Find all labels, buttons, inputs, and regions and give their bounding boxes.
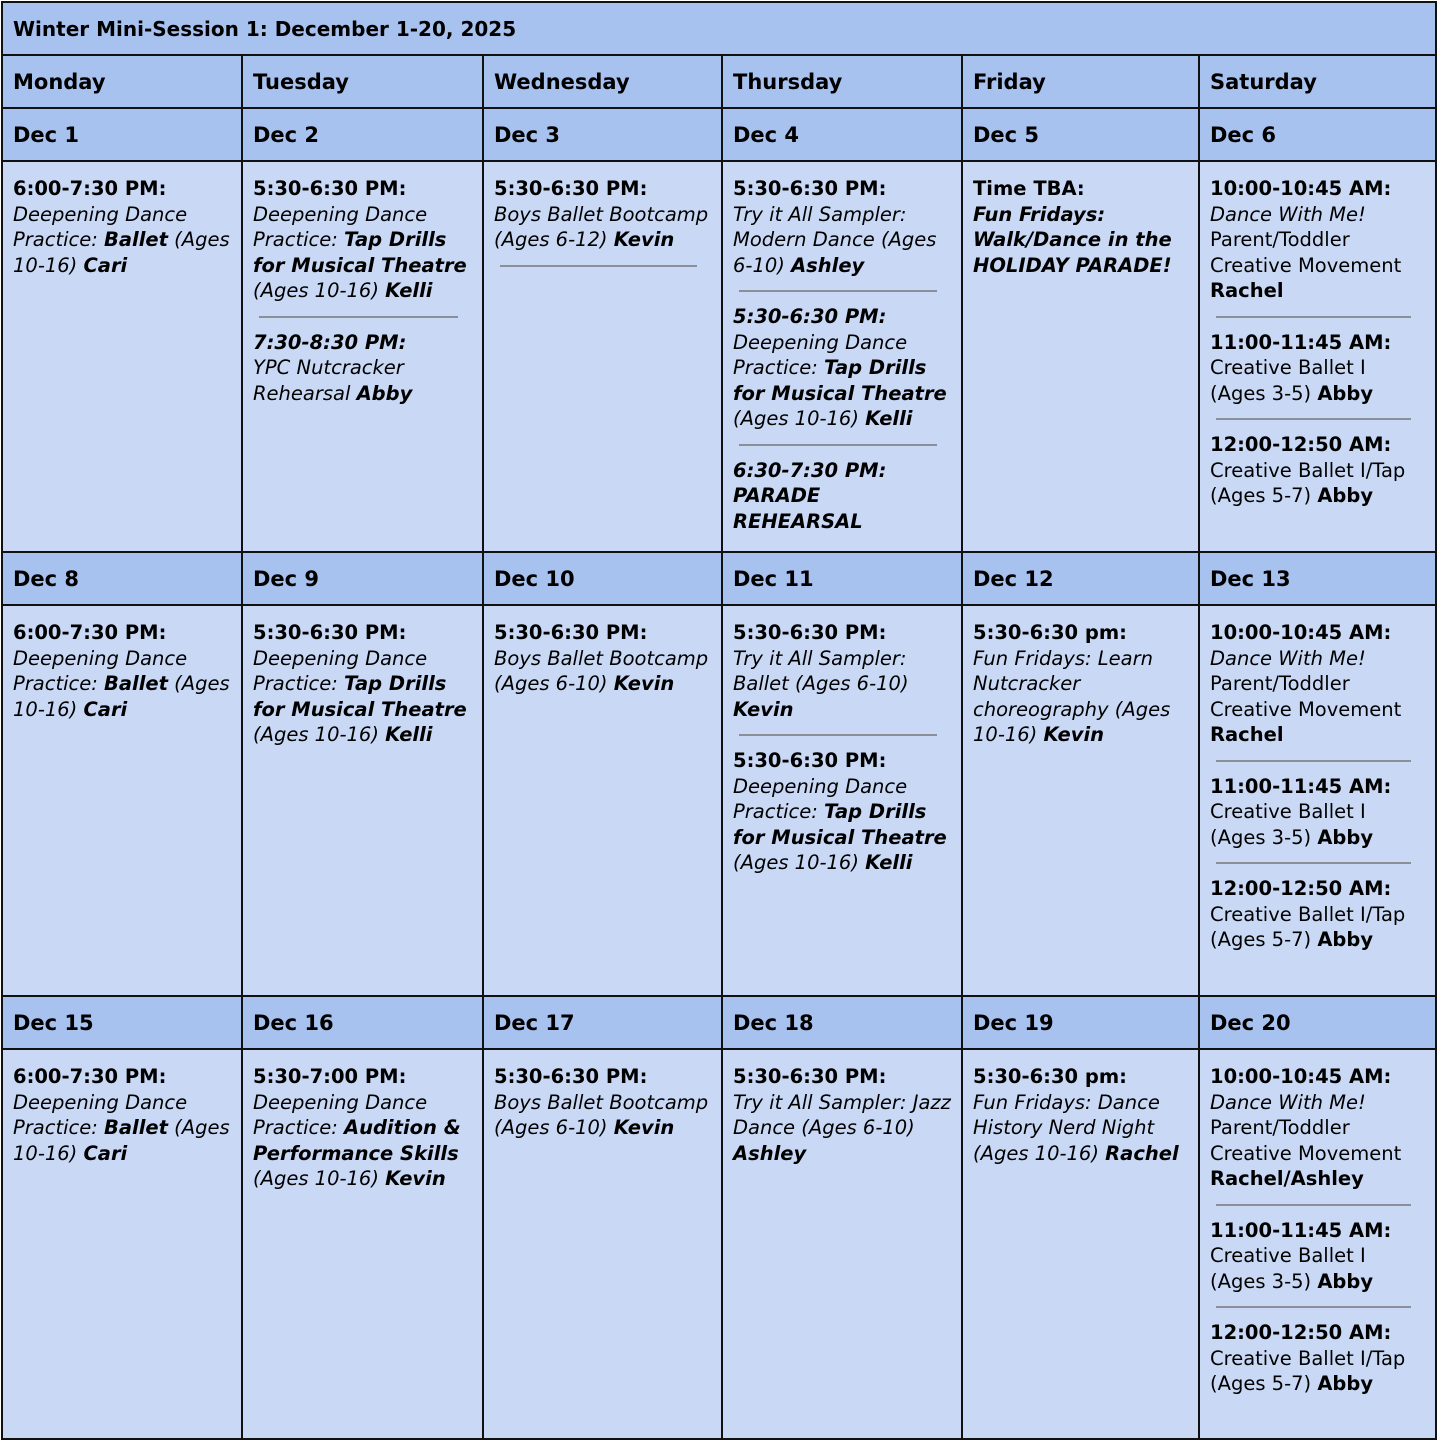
class-entry bbox=[1210, 176, 1425, 314]
weekday-header: Friday bbox=[962, 55, 1199, 108]
class-description bbox=[253, 203, 467, 303]
class-divider bbox=[500, 265, 697, 267]
class-highlight: Kelli bbox=[865, 851, 913, 874]
date-label: Dec 3 bbox=[483, 108, 722, 161]
class-entry bbox=[733, 748, 951, 886]
weekday-header: Wednesday bbox=[483, 55, 722, 108]
class-highlight: Rachel bbox=[1210, 723, 1284, 746]
class-text: Deepening Dance Practice: bbox=[253, 202, 428, 251]
day-cell bbox=[483, 161, 722, 552]
date-label: Dec 10 bbox=[483, 552, 722, 605]
class-text: Parent/Toddler Creative Movement bbox=[1210, 1116, 1402, 1165]
class-time: 5:30-6:30 PM: bbox=[494, 621, 648, 644]
class-text: Fun Fridays: Learn Nutcracker choreography (Ages 10-16) bbox=[973, 646, 1171, 746]
week-3-date-row bbox=[2, 996, 1436, 1049]
day-cell bbox=[1199, 605, 1436, 996]
day-cell bbox=[1199, 1049, 1436, 1439]
day-cell bbox=[242, 605, 483, 996]
day-cell bbox=[962, 605, 1199, 996]
class-highlight: Tap Drills for Musical Theatre bbox=[733, 800, 947, 849]
class-entry bbox=[1210, 1320, 1425, 1407]
week-2-classes-row bbox=[2, 605, 1436, 996]
class-highlight: Kevin bbox=[733, 697, 794, 721]
class-time: 5:30-6:30 PM: bbox=[733, 305, 887, 328]
class-description bbox=[733, 647, 909, 721]
class-divider bbox=[739, 290, 937, 292]
class-entry bbox=[733, 176, 951, 288]
class-text: Boys Ballet Bootcamp (Ages 6-12) bbox=[494, 202, 709, 251]
class-text: Try it All Sampler: Modern Dance (Ages 6-10) bbox=[733, 202, 937, 277]
class-description bbox=[494, 647, 708, 696]
day-cell bbox=[722, 161, 962, 552]
class-text: Dance With Me! bbox=[1210, 1090, 1366, 1114]
date-label: Dec 6 bbox=[1199, 108, 1436, 161]
class-text: Deepening Dance Practice: bbox=[733, 330, 908, 379]
class-description bbox=[253, 647, 467, 747]
class-entry bbox=[1210, 1064, 1425, 1202]
date-label: Dec 5 bbox=[962, 108, 1199, 161]
class-time: 11:00-11:45 AM: bbox=[1210, 1218, 1392, 1242]
class-time: 10:00-10:45 AM: bbox=[1210, 1065, 1392, 1088]
class-text: Deepening Dance Practice: bbox=[733, 774, 908, 823]
class-text: Creative Ballet I (Ages 3-5) bbox=[1210, 800, 1366, 849]
class-highlight: Abby bbox=[1317, 381, 1374, 405]
week-1-date-row bbox=[2, 108, 1436, 161]
class-time: 12:00-12:50 AM: bbox=[1210, 1321, 1392, 1344]
class-description bbox=[1210, 800, 1373, 849]
class-highlight: Tap Drills for Musical Theatre bbox=[253, 228, 467, 277]
day-cell bbox=[1199, 161, 1436, 552]
class-time: 5:30-6:30 PM: bbox=[733, 749, 887, 772]
class-entry bbox=[1210, 774, 1425, 861]
class-highlight: Cari bbox=[83, 1141, 128, 1165]
class-time: 5:30-6:30 PM: bbox=[494, 1065, 648, 1088]
class-entry bbox=[494, 176, 711, 263]
class-highlight: Ashley bbox=[733, 1141, 807, 1165]
class-highlight: Ballet bbox=[104, 1116, 168, 1139]
day-cell bbox=[962, 161, 1199, 552]
class-entry bbox=[1210, 1218, 1425, 1305]
class-time: 11:00-11:45 AM: bbox=[1210, 330, 1392, 354]
class-highlight: Abby bbox=[1317, 825, 1374, 849]
class-description bbox=[733, 484, 863, 533]
class-text: Try it All Sampler: Ballet (Ages 6-10) bbox=[733, 646, 909, 695]
class-entry bbox=[253, 1064, 472, 1202]
class-entry bbox=[1210, 330, 1425, 417]
class-entry bbox=[733, 304, 951, 442]
date-label: Dec 16 bbox=[242, 996, 483, 1049]
class-highlight: Kevin bbox=[1043, 723, 1105, 746]
week-3-classes-row bbox=[2, 1049, 1436, 1439]
class-text: Try it All Sampler: Jazz Dance (Ages 6-10) bbox=[733, 1090, 951, 1139]
class-highlight: Tap Drills for Musical Theatre bbox=[733, 356, 947, 405]
class-time: 10:00-10:45 AM: bbox=[1210, 177, 1392, 200]
class-text: Deepening Dance Practice: bbox=[13, 1090, 188, 1139]
class-highlight: Kelli bbox=[385, 279, 433, 302]
date-label: Dec 18 bbox=[722, 996, 962, 1049]
class-description bbox=[973, 203, 1172, 277]
date-label: Dec 13 bbox=[1199, 552, 1436, 605]
class-time: 5:30-6:30 PM: bbox=[733, 1065, 887, 1088]
class-text: Deepening Dance Practice: bbox=[253, 1090, 428, 1139]
class-highlight: Rachel bbox=[1105, 1141, 1179, 1165]
class-time: 12:00-12:50 AM: bbox=[1210, 877, 1392, 900]
class-time: 6:30-7:30 PM: bbox=[733, 458, 887, 482]
class-description bbox=[13, 203, 230, 277]
date-label: Dec 9 bbox=[242, 552, 483, 605]
class-time: 10:00-10:45 AM: bbox=[1210, 621, 1392, 644]
class-highlight: Fun Fridays: Walk/Dance in the HOLIDAY PARADE! bbox=[973, 202, 1172, 277]
day-cell bbox=[722, 605, 962, 996]
class-entry bbox=[973, 620, 1188, 758]
class-time: 12:00-12:50 AM: bbox=[1210, 433, 1392, 456]
class-description bbox=[1210, 1347, 1405, 1396]
class-entry bbox=[253, 176, 472, 314]
class-text: Creative Ballet I/Tap (Ages 5-7) bbox=[1210, 902, 1406, 951]
class-time: Time TBA: bbox=[973, 177, 1085, 200]
class-text: Creative Ballet I/Tap (Ages 5-7) bbox=[1210, 1346, 1406, 1395]
class-divider bbox=[1216, 1306, 1411, 1308]
class-entry bbox=[1210, 876, 1425, 963]
class-highlight: Audition & Performance Skills bbox=[253, 1116, 461, 1165]
day-cell bbox=[962, 1049, 1199, 1439]
class-text: Creative Ballet I (Ages 3-5) bbox=[1210, 1244, 1366, 1293]
class-entry bbox=[973, 1064, 1188, 1176]
class-description bbox=[733, 331, 947, 431]
class-highlight: Rachel bbox=[1210, 279, 1284, 302]
class-highlight: Abby bbox=[1317, 1269, 1374, 1293]
class-text: Boys Ballet Bootcamp (Ages 6-10) bbox=[494, 646, 709, 695]
class-highlight: Kevin bbox=[613, 228, 675, 251]
class-time: 6:00-7:30 PM: bbox=[13, 177, 167, 200]
date-label: Dec 17 bbox=[483, 996, 722, 1049]
class-text: Fun Fridays: Dance History Nerd Night (Ages 10-16) bbox=[973, 1090, 1160, 1165]
class-text: Deepening Dance Practice: bbox=[253, 646, 428, 695]
class-highlight: Kevin bbox=[613, 672, 675, 695]
class-divider bbox=[1216, 418, 1411, 420]
class-highlight: Abby bbox=[356, 381, 413, 405]
class-highlight: Rachel/Ashley bbox=[1210, 1167, 1364, 1190]
class-description bbox=[1210, 356, 1373, 405]
class-entry bbox=[733, 458, 951, 545]
class-entry bbox=[1210, 620, 1425, 758]
class-time: 5:30-6:30 PM: bbox=[494, 177, 648, 200]
class-time: 6:00-7:30 PM: bbox=[13, 621, 167, 644]
class-entry bbox=[973, 176, 1188, 288]
day-cell bbox=[2, 605, 242, 996]
class-divider bbox=[1216, 760, 1411, 762]
class-description bbox=[973, 647, 1170, 747]
date-label: Dec 19 bbox=[962, 996, 1199, 1049]
class-description bbox=[13, 647, 230, 721]
class-entry bbox=[1210, 432, 1425, 519]
class-time: 5:30-7:00 PM: bbox=[253, 1065, 407, 1088]
date-label: Dec 11 bbox=[722, 552, 962, 605]
class-text: (Ages 10-16) bbox=[13, 228, 230, 277]
class-entry bbox=[253, 330, 472, 417]
class-description bbox=[1210, 647, 1401, 747]
date-label: Dec 8 bbox=[2, 552, 242, 605]
class-entry bbox=[494, 1064, 711, 1151]
class-time: 5:30-6:30 pm: bbox=[973, 621, 1127, 644]
class-divider bbox=[1216, 316, 1411, 318]
class-highlight: Abby bbox=[1317, 1372, 1374, 1395]
class-text: (Ages 10-16) bbox=[253, 723, 386, 746]
class-description bbox=[253, 356, 412, 405]
class-description bbox=[253, 1091, 461, 1191]
class-description bbox=[1210, 203, 1401, 303]
class-highlight: Tap Drills for Musical Theatre bbox=[253, 672, 467, 721]
class-highlight: Kevin bbox=[613, 1116, 675, 1139]
class-divider bbox=[259, 316, 458, 318]
class-text: Dance With Me! bbox=[1210, 202, 1366, 226]
class-description bbox=[1210, 903, 1405, 952]
class-description bbox=[1210, 1091, 1401, 1191]
class-divider bbox=[739, 444, 937, 446]
class-text: (Ages 10-16) bbox=[13, 672, 230, 721]
class-text: (Ages 10-16) bbox=[733, 407, 866, 430]
class-time: 11:00-11:45 AM: bbox=[1210, 774, 1392, 798]
class-divider bbox=[1216, 1204, 1411, 1206]
class-text: Deepening Dance Practice: bbox=[13, 646, 188, 695]
class-time: 5:30-6:30 PM: bbox=[253, 621, 407, 644]
class-description bbox=[973, 1091, 1179, 1165]
class-highlight: Abby bbox=[1317, 484, 1374, 507]
class-time: 5:30-6:30 PM: bbox=[733, 621, 887, 644]
date-label: Dec 4 bbox=[722, 108, 962, 161]
class-text: (Ages 10-16) bbox=[13, 1116, 230, 1165]
class-highlight: Ballet bbox=[104, 228, 168, 251]
day-cell bbox=[2, 1049, 242, 1439]
class-highlight: Ashley bbox=[791, 253, 865, 277]
class-entry bbox=[733, 1064, 951, 1176]
weekday-header: Monday bbox=[2, 55, 242, 108]
date-label: Dec 1 bbox=[2, 108, 242, 161]
class-entry bbox=[13, 1064, 231, 1176]
class-description bbox=[1210, 459, 1405, 508]
class-text: (Ages 10-16) bbox=[733, 851, 866, 874]
class-divider bbox=[739, 734, 937, 736]
class-entry bbox=[253, 620, 472, 758]
class-text: (Ages 10-16) bbox=[253, 279, 386, 302]
class-description bbox=[494, 1091, 708, 1140]
class-time: 6:00-7:30 PM: bbox=[13, 1065, 167, 1088]
date-label: Dec 15 bbox=[2, 996, 242, 1049]
class-text: Parent/Toddler Creative Movement bbox=[1210, 228, 1402, 277]
class-highlight: Ballet bbox=[104, 672, 168, 695]
class-highlight: Kelli bbox=[385, 723, 433, 746]
title-row bbox=[2, 2, 1436, 55]
week-2-date-row bbox=[2, 552, 1436, 605]
schedule-table bbox=[1, 1, 1437, 1440]
class-time: 5:30-6:30 PM: bbox=[253, 177, 407, 200]
class-text: (Ages 10-16) bbox=[253, 1167, 386, 1190]
class-divider bbox=[1216, 862, 1411, 864]
class-text: Boys Ballet Bootcamp (Ages 6-10) bbox=[494, 1090, 709, 1139]
class-text: Dance With Me! bbox=[1210, 646, 1366, 670]
class-highlight: Cari bbox=[83, 697, 128, 721]
class-description bbox=[1210, 1244, 1373, 1293]
day-cell bbox=[483, 605, 722, 996]
class-description bbox=[494, 203, 708, 252]
class-highlight: Kevin bbox=[385, 1167, 446, 1190]
class-text: Parent/Toddler Creative Movement bbox=[1210, 672, 1402, 721]
class-text: Deepening Dance Practice: bbox=[13, 202, 188, 251]
class-description bbox=[13, 1091, 230, 1165]
class-highlight: PARADE REHEARSAL bbox=[733, 484, 863, 533]
class-entry bbox=[494, 620, 711, 707]
class-description bbox=[733, 775, 947, 875]
day-cell bbox=[2, 161, 242, 552]
day-cell bbox=[242, 161, 483, 552]
class-text: Creative Ballet I (Ages 3-5) bbox=[1210, 356, 1366, 405]
weekday-header: Thursday bbox=[722, 55, 962, 108]
class-time: 7:30-8:30 PM: bbox=[253, 330, 407, 354]
class-entry bbox=[733, 620, 951, 732]
class-entry bbox=[13, 176, 231, 288]
day-cell bbox=[242, 1049, 483, 1439]
class-entry bbox=[13, 620, 231, 732]
day-cell bbox=[483, 1049, 722, 1439]
weekday-header: Saturday bbox=[1199, 55, 1436, 108]
class-highlight: Kelli bbox=[865, 407, 913, 430]
weekday-header: Tuesday bbox=[242, 55, 483, 108]
class-description bbox=[733, 1091, 951, 1165]
class-time: 5:30-6:30 PM: bbox=[733, 177, 887, 200]
class-description bbox=[733, 203, 936, 277]
week-1-classes-row bbox=[2, 161, 1436, 552]
day-cell bbox=[722, 1049, 962, 1439]
weekday-header-row bbox=[2, 55, 1436, 108]
date-label: Dec 2 bbox=[242, 108, 483, 161]
class-text: Creative Ballet I/Tap (Ages 5-7) bbox=[1210, 458, 1406, 507]
class-highlight: Cari bbox=[83, 253, 128, 277]
schedule-title: Winter Mini-Session 1: December 1-20, 2025 bbox=[2, 2, 1436, 55]
date-label: Dec 20 bbox=[1199, 996, 1436, 1049]
class-text: YPC Nutcracker Rehearsal bbox=[253, 356, 404, 405]
class-time: 5:30-6:30 pm: bbox=[973, 1065, 1127, 1088]
class-highlight: Abby bbox=[1317, 928, 1374, 951]
date-label: Dec 12 bbox=[962, 552, 1199, 605]
